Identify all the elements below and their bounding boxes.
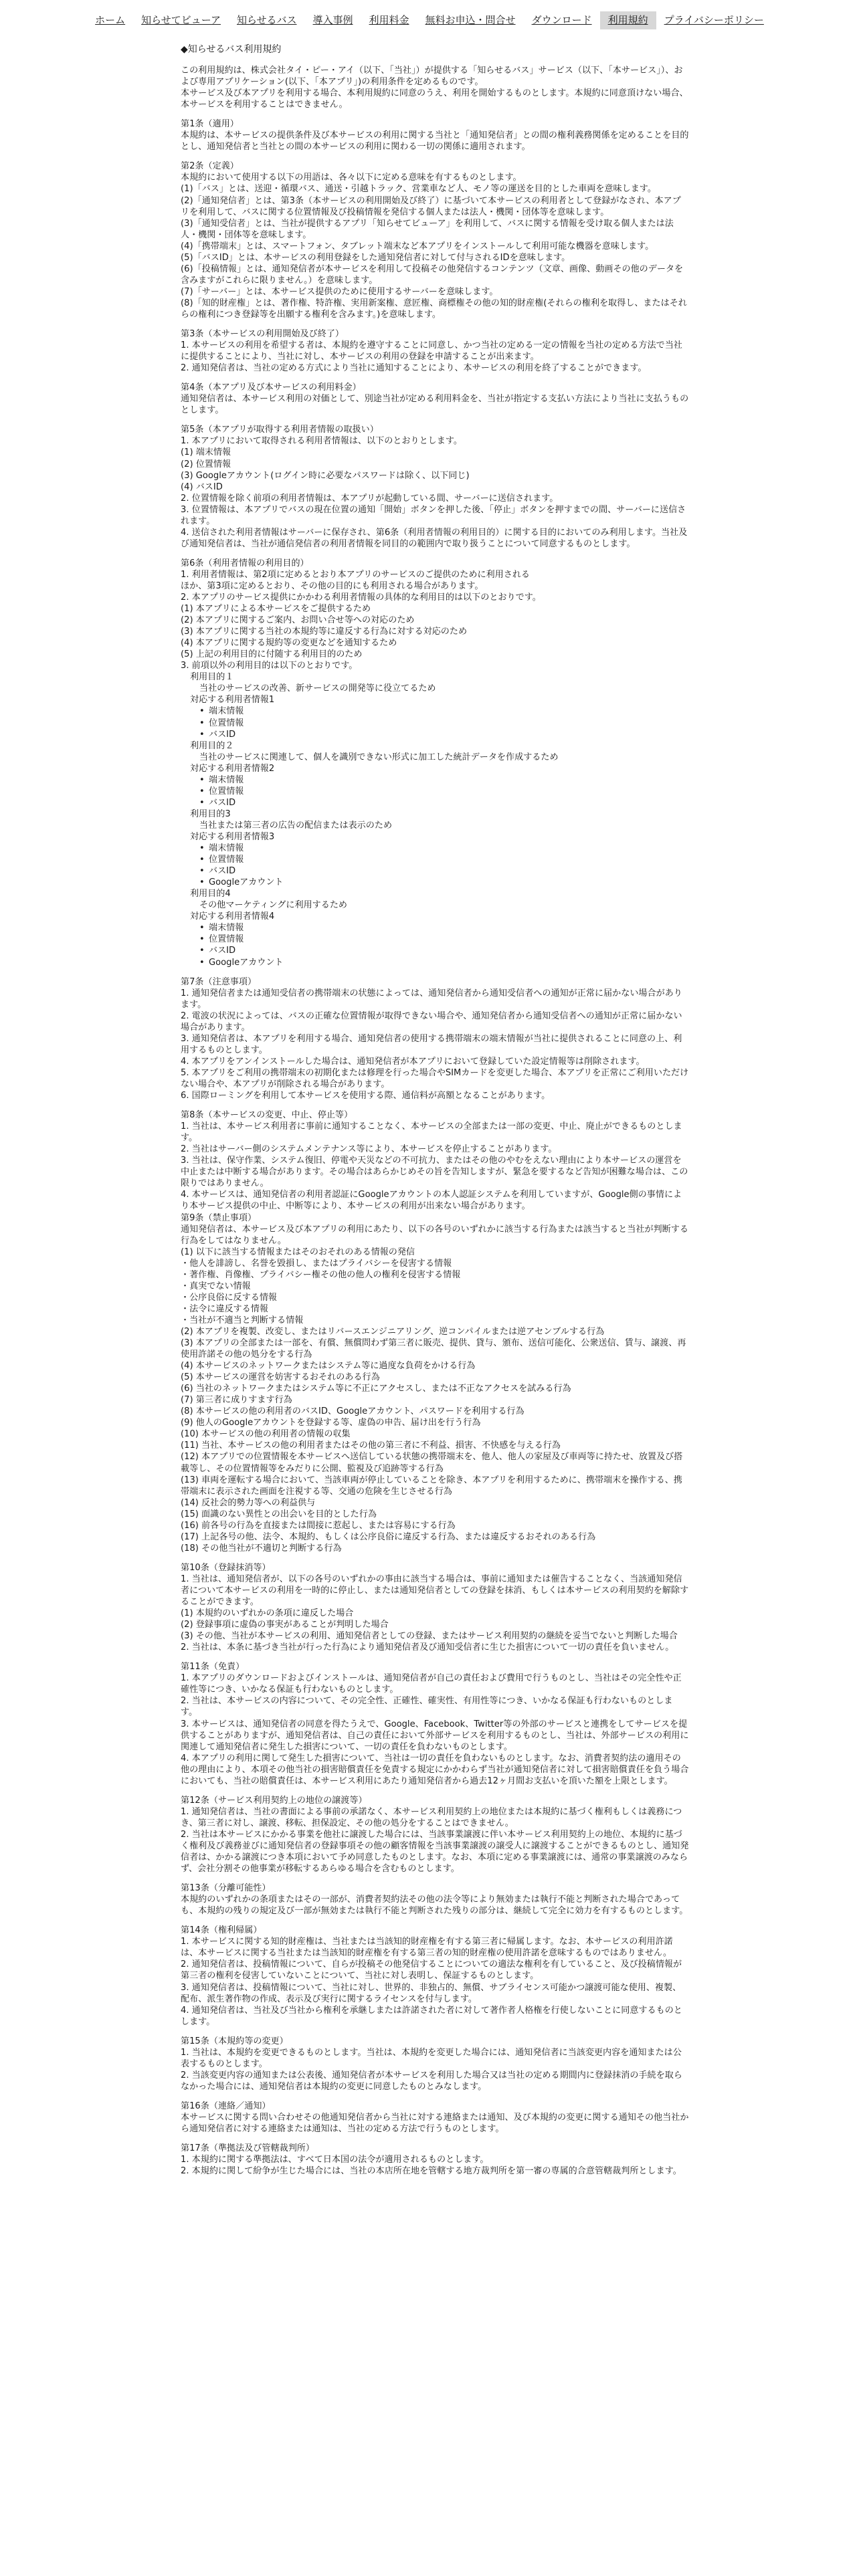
body-text: 2. 当社は本サービスにかかる事業を他社に譲渡した場合には、当該事業譲渡に伴い本サービス利用契約上の地位、本規約に基づく権利及び義務並びに通知発信者の登録事項その他の顧客情報を当該事業譲渡の譲受人に譲渡することができるものとし、通知発信者は、かかる譲渡につき本項において予め同意したものとします。なお、本項に定める事業譲渡には、通常の事業譲渡のみならず、会社分割その他事業が移転するあらゆる場合を含むものとします。 bbox=[181, 1829, 689, 1874]
body-text: 1. 当社は、本規約を変更できるものとします。当社は、本規約を変更した場合には、通知発信者に当該変更内容を通知または公表するものとします。 bbox=[181, 2047, 682, 2069]
nav-link[interactable]: ホーム bbox=[95, 14, 126, 26]
body-text: 5. 本アプリをご利用の携帯端末の初期化または修理を行った場合やSIMカードを変更した場合、本アプリを正常にご利用いただけない場合や、本アプリが削除される場合があります。 bbox=[181, 1067, 689, 1089]
spacer bbox=[181, 2092, 689, 2101]
article-heading: 第10条（登録抹消等） bbox=[181, 1562, 271, 1573]
article-heading: 第5条（本アプリが取得する利用者情報の取扱い） bbox=[181, 425, 379, 435]
purpose-info-item: • バスID bbox=[181, 865, 689, 877]
body-text: (18) その他当社が不適切と判断する行為 bbox=[181, 1543, 342, 1553]
body-text: (1)「バス」とは、送迎・循環バス、通送・引越トラック、営業車など人、モノ等の運送を目的とした車両を意味します。 bbox=[181, 184, 656, 195]
spacer bbox=[181, 1653, 689, 1661]
body-text: この利用規約は、株式会社タイ・ピー・アイ（以下、「当社」）が提供する「知らせるバス」サービス（以下、「本サービス」）、および専用アプリケーション(以下、「本アプリ」)の利用条件を定めるものです。 bbox=[181, 66, 683, 88]
terms-section-b bbox=[181, 968, 689, 2177]
body-text: 2. 位置情報を除く前項の利用者情報は、本アプリが起動している間、サーバーに送信されます。 bbox=[181, 493, 559, 504]
body-text: 3. 通知発信者は、本アプリを利用する場合、通知発信者の使用する携帯端末の端末情報が当社に提供されることに同意の上、利用するものとします。 bbox=[181, 1033, 682, 1055]
body-text: ・公序良俗に反する情報 bbox=[181, 1292, 278, 1303]
spacer bbox=[181, 110, 689, 118]
body-text: 3. 本サービスは、通知発信者の同意を得たうえで、Google、Facebook、Twitter等の外部のサービスと連携をしてサービスを提供することがありますが、通知発信者は、自己の責任において外部サービスを利用するものとし、当社は、外部サービスの利用に関連して通知発信者に発生した損害について、一切の責任を負わないものとします。 bbox=[181, 1719, 689, 1752]
body-text: (3) 本アプリの全部または一部を、有償、無償問わず第三者に販売、提供、貸与、頒布、送信可能化、公衆送信、賃与、譲渡、再使用許諾その他の処分をする行為 bbox=[181, 1338, 686, 1360]
purpose-info-item: • バスID bbox=[181, 729, 689, 740]
body-text: ・真実でない情報 bbox=[181, 1281, 251, 1291]
purpose-label: 利用目的２ bbox=[190, 740, 234, 751]
spacer bbox=[181, 550, 689, 558]
body-text: 6. 国際ローミングを利用して本サービスを使用する際、通信料が高額となることがあります。 bbox=[181, 1091, 551, 1101]
purpose-info-item: • 端末情報 bbox=[181, 922, 689, 934]
body-text: (5) 上記の利用目的に付随する利用目的のため bbox=[181, 649, 363, 660]
body-text: 1. 本サービスに関する知的財産権は、当社または当該知的財産権を有する第三者に帰属します。なお、本サービスの利用許諾は、本サービスに関する当社または当該知的財産権を有する第三者の知的財産権の使用許諾を意味するものではありません。 bbox=[181, 1937, 673, 1959]
body-text: ・当社が不適当と判断する情報 bbox=[181, 1315, 304, 1325]
purpose-info-item: • 端末情報 bbox=[181, 706, 689, 717]
body-text: 本規約のいずれかの条項またはその一部が、消費者契約法その他の法令等により無効または執行不能と判断された場合であっても、本規約の残りの規定及び一部が無効または執行不能と判断された残りの部分は、継続して完全に効力を有するものとします。 bbox=[181, 1895, 688, 1917]
body-text: (4)「携帯端末」とは、スマートフォン、タブレット端末など本アプリをインストールして利用可能な機器を意味します。 bbox=[181, 241, 654, 251]
body-text: (12) 本アプリでの位置情報を本サービスへ送信している状態の携帯端末を、他人、他人の家屋及び車両等に持たせ、放置及び搭載等し、その位置情報等をみだりに公開、監視及び追跡等する行為 bbox=[181, 1452, 683, 1474]
body-text: 3. 位置情報は、本アプリでバスの現在位置の通知「開始」ボタンを押した後、「停止」ボタンを押すまでの間、サーバーに送信されます。 bbox=[181, 504, 686, 526]
purpose-description: 当社のサービスに関連して、個人を識別できない形式に加工した統計データを作成するため bbox=[199, 752, 559, 762]
body-text: (11) 当社、本サービスの他の利用者またはその他の第三者に不利益、損害、不快感を与える行為 bbox=[181, 1440, 561, 1451]
spacer bbox=[181, 2135, 689, 2143]
body-text: 1. 本アプリにおいて取得される利用者情報は、以下のとおりとします。 bbox=[181, 436, 462, 447]
nav-link[interactable]: 導入事例 bbox=[312, 14, 353, 26]
body-text: (7) 第三者に成りすます行為 bbox=[181, 1395, 292, 1406]
article-heading: 第9条（禁止事項） bbox=[181, 1212, 257, 1223]
spacer bbox=[181, 152, 689, 160]
purpose-info-label: 対応する利用者情報3 bbox=[190, 832, 275, 842]
body-text: 本サービス及び本アプリを利用する場合、本利用規約に同意のうえ、利用を開始するものとします。本規約に同意頂けない場合、本サービスを利用することはできません。 bbox=[181, 88, 688, 110]
body-text: 2. 本アプリのサービス提供にかかわる利用者情報の具体的な利用目的は以下のとおりです。 bbox=[181, 593, 541, 603]
body-text: 3. 前項以外の利用目的は以下のとおりです。 bbox=[181, 661, 358, 671]
body-text: (3)「通知受信者」とは、当社が提供するアプリ「知らせてビューア」を利用して、バスに関する情報を受け取る個人または法人・機関・団体等を意味します。 bbox=[181, 218, 674, 240]
top-nav bbox=[0, 0, 859, 29]
article-heading: 第12条（サービス利用契約上の地位の譲渡等） bbox=[181, 1795, 367, 1806]
purpose-label: 利用目的4 bbox=[190, 889, 231, 899]
body-text: (6)「投稿情報」とは、通知発信者が本サービスを利用して投稿その他発信するコンテンツ（文章、画像、動画その他のデータを含みますがこれらに限りません。）を意味します。 bbox=[181, 263, 684, 286]
purpose-description: 当社または第三者の広告の配信または表示のため bbox=[199, 820, 393, 831]
spacer bbox=[181, 1917, 689, 1925]
body-text: 1. 本規約に関する準拠法は、すべて日本国の法令が適用されるものとします。 bbox=[181, 2155, 489, 2165]
purpose-description: 当社のサービスの改善、新サービスの開発等に役立てるため bbox=[199, 683, 436, 694]
body-text: 4. 送信された利用者情報はサーバーに保存され、第6条（利用者情報の利用目的）に関する目的においてのみ利用します。当社及び通知発信者は、当社が通信発信者の利用者情報を同目的の範囲内で取り扱うことについて同意するものとします。 bbox=[181, 527, 688, 549]
purpose-label: 利用目的１ bbox=[190, 672, 234, 683]
nav-link[interactable]: プライバシーポリシー bbox=[664, 14, 764, 26]
purpose-list bbox=[181, 671, 689, 968]
nav-link[interactable]: ダウンロード bbox=[531, 14, 592, 26]
body-text: 2. 通知発信者は、投稿情報について、自らが投稿その他発信することについての適法な権利を有していること、及び投稿情報が第三者の権利を侵害していないことについて、当社に対し表明し、保証するものとします。 bbox=[181, 1959, 682, 1981]
body-text: 1. 通知発信者または通知受信者の携帯端末の状態によっては、通知発信者から通知受信者への通知が正常に届かない場合があります。 bbox=[181, 988, 682, 1010]
body-text: (3) その他、当社が本サービスの利用、通知発信者としての登録、またはサービス利用契約の継続を妥当でないと判断した場合 bbox=[181, 1631, 678, 1642]
article-heading: 第16条（連絡／通知） bbox=[181, 2101, 271, 2111]
article-heading: 第17条（準拠法及び管轄裁判所） bbox=[181, 2143, 314, 2154]
body-text: (3) 本アプリに関する当社の本規約等に違反する行為に対する対応のため bbox=[181, 627, 468, 637]
body-text: 2. 当社はサーバー側のシステムメンテナンス等により、本サービスを停止することがあります。 bbox=[181, 1144, 557, 1155]
spacer bbox=[181, 416, 689, 424]
body-text: (2) 本アプリを複製、改変し、またはリバースエンジニアリング、逆コンパイルまたは逆アセンブルする行為 bbox=[181, 1326, 605, 1337]
terms-section-a bbox=[181, 65, 689, 671]
body-text: 1. 通知発信者は、当社の書面による事前の承諾なく、本サービス利用契約上の地位または本規約に基づく権利もしくは義務につき、第三者に対し、譲渡、移転、担保設定、その他の処分をすることはできません。 bbox=[181, 1806, 682, 1828]
purpose-info-item: • バスID bbox=[181, 797, 689, 809]
body-text: (9) 他人のGoogleアカウントを登録する等、虚偽の申告、届け出を行う行為 bbox=[181, 1418, 481, 1428]
body-text: (4) 本サービスのネットワークまたはシステム等に過度な負荷をかける行為 bbox=[181, 1361, 476, 1372]
body-text: (2)「通知発信者」とは、第3条（本サービスの利用開始及び終了）に基づいて本サービスの利用者として登録がなされ、本アプリを利用して、バスに関する位置情報及び投稿情報を発信する個人または法人・機関・団体等を意味します。 bbox=[181, 195, 681, 217]
purpose-info-item: • 位置情報 bbox=[181, 718, 689, 729]
body-text: ・他人を誹謗し、名誉を毀損し、またはプライバシーを侵害する情報 bbox=[181, 1258, 452, 1269]
purpose-info-item: • 位置情報 bbox=[181, 934, 689, 945]
purpose-description: その他マーケティングに利用するため bbox=[199, 900, 348, 911]
purpose-info-item: • 端末情報 bbox=[181, 774, 689, 786]
body-text: 1. 本サービスの利用を希望する者は、本規約を遵守することに同意し、かつ当社の定める一定の情報を当社の定める方法で当社に提供することにより、当社に対し、本サービスの利用の登録を申請することが出来ます。 bbox=[181, 340, 682, 362]
purpose-info-item: • 端末情報 bbox=[181, 843, 689, 854]
body-text: 本サービスに関する問い合わせその他通知発信者から当社に対する連絡または通知、及び本規約の変更に関する通知その他当社から通知発信者に対する連絡または通知は、当社の定める方法で行うものとします。 bbox=[181, 2112, 689, 2135]
article-heading: 第6条（利用者情報の利用目的） bbox=[181, 558, 309, 568]
body-text: 2. 当社は、本条に基づき当社が行った行為により通知発信者及び通知受信者に生じた損害について一切の責任を負いません。 bbox=[181, 1642, 674, 1653]
body-text: 1. 当社は、本サービス利用者に事前に通知することなく、本サービスの全部または一部の変更、中止、廃止ができるものとします。 bbox=[181, 1121, 682, 1144]
purpose-info-label: 対応する利用者情報4 bbox=[190, 911, 275, 922]
body-text: 通知発信者は、本サービス及び本アプリの利用にあたり、以下の各号のいずれかに該当する行為または該当すると当社が判断する行為をしてはなりません。 bbox=[181, 1224, 688, 1246]
purpose-info-label: 対応する利用者情報2 bbox=[190, 763, 275, 774]
body-text: (2) 本アプリに関するご案内、お問い合せ等への対応のため bbox=[181, 615, 415, 626]
body-text: (2) 登録事項に虚偽の事実があることが判明した場合 bbox=[181, 1620, 389, 1630]
article-heading: 第14条（権利帰属） bbox=[181, 1925, 262, 1936]
body-text: 本規約において使用する以下の用語は、各々以下に定める意味を有するものとします。 bbox=[181, 173, 522, 183]
spacer bbox=[181, 320, 689, 328]
nav-link[interactable]: 無料お申込・問合せ bbox=[425, 14, 516, 26]
article-heading: 第7条（注意事項） bbox=[181, 976, 257, 987]
body-text: ・法令に違反する情報 bbox=[181, 1303, 268, 1314]
body-text: (4) バスID bbox=[181, 481, 223, 492]
body-text: (8) 本サービスの他の利用者のバスID、Googleアカウント、パスワードを利用する行為 bbox=[181, 1406, 524, 1417]
body-text: (13) 車両を運転する場合において、当該車両が停止していることを除き、本アプリを利用するために、携帯端末を操作する、携帯端末に表示された画面を注視する等、交通の危険を生じさせる行為 bbox=[181, 1475, 682, 1497]
body-text: 4. 通知発信者は、当社及び当社から権利を承継しまたは許諾された者に対して著作者人格権を行使しないことに同意するものとします。 bbox=[181, 2005, 682, 2027]
article-heading: 第2条（定義） bbox=[181, 161, 239, 172]
purpose-info-item: • 位置情報 bbox=[181, 786, 689, 797]
body-text: (7)「サーバー」とは、本サービス提供のために使用するサーバーを意味します。 bbox=[181, 286, 498, 297]
body-text: (8)「知的財産権」とは、著作権、特許権、実用新案権、意匠権、商標権その他の知的財産権(それらの権利を取得し、またはそれらの権利につき登録等を出願する権利を含みます。)を意味します。 bbox=[181, 298, 687, 320]
body-text: 本規約は、本サービスの提供条件及び本サービスの利用に関する当社と「通知発信者」との間の権利義務関係を定めることを目的とし、通知発信者と当社との間の本サービスの利用に関わる一切の関係に適用されます。 bbox=[181, 130, 689, 152]
body-text: (1) 本アプリによる本サービスをご提供するため bbox=[181, 604, 371, 615]
spacer bbox=[181, 1874, 689, 1883]
body-text: (1) 本規約のいずれかの条項に違反した場合 bbox=[181, 1608, 354, 1619]
body-text: ほか、第3項に定めるとおり、その他の目的にも利用される場合があります。 bbox=[181, 580, 484, 591]
purpose-info-label: 対応する利用者情報1 bbox=[190, 695, 275, 706]
article-heading: 第8条（本サービスの変更、中止、停止等） bbox=[181, 1110, 353, 1121]
nav-link[interactable]: 知らせるバス bbox=[236, 14, 297, 26]
body-text: 2. 電波の状況によっては、バスの正確な位置情報が取得できない場合や、通知発信者から通知受信者への通知が正常に届かない場合があります。 bbox=[181, 1010, 682, 1033]
spacer bbox=[181, 1101, 689, 1109]
body-text: (3) Googleアカウント(ログイン時に必要なパスワードは除く、以下同じ) bbox=[181, 470, 470, 481]
body-text: (10) 本サービスの他の利用者の情報の収集 bbox=[181, 1429, 351, 1440]
nav-link[interactable]: 利用規約 bbox=[600, 11, 656, 29]
body-text: 3. 当社は、保守作業、システム復旧、停電や天災などの不可抗力、またはその他のやむをえない理由により本サービスの運営を中止または中断する場合があります。その場合はあらかじめその旨を告知しますが、緊急を要するなど告知が困難な場合は、この限りではありません。 bbox=[181, 1156, 688, 1189]
spacer bbox=[181, 1554, 689, 1562]
article-heading: 第3条（本サービスの利用開始及び終了） bbox=[181, 329, 345, 340]
body-text: 2. 当社は、本サービスの内容について、その完全性、正確性、確実性、有用性等につき、いかなる保証も行わないものとします。 bbox=[181, 1696, 673, 1718]
article-heading: 第1条（適用） bbox=[181, 119, 239, 130]
purpose-info-item: • 位置情報 bbox=[181, 854, 689, 865]
body-text: 4. 本アプリの利用に関して発生した損害について、当社は一切の責任を負わないものとします。なお、消費者契約法の適用その他の理由により、本項その他当社の損害賠償責任を免責する規定にかかわらず当社が通知発信者に対して損害賠償責任を負う場合においても、当社の賠償責任は、本サービス利用にあたり通知発信者から過去12ヶ月間お支払いを頂いた額を上限とします。 bbox=[181, 1753, 689, 1786]
body-text: (14) 反社会的勢力等への利益供与 bbox=[181, 1497, 316, 1508]
body-text: 通知発信者は、本サービス利用の対価として、別途当社が定める利用料金を、当社が指定する支払い方法により当社に支払うものとします。 bbox=[181, 394, 689, 416]
body-text: ・著作権、肖像権、プライバシー権その他の他人の権利を侵害する情報 bbox=[181, 1269, 461, 1280]
purpose-label: 利用目的3 bbox=[190, 809, 231, 819]
body-text: 2. 当該変更内容の通知または公表後、通知発信者が本サービスを利用した場合又は当社の定める期間内に登録抹消の手続を取らなかった場合には、通知発信者は本規約の変更に同意したものとみなします。 bbox=[181, 2070, 682, 2092]
body-text: (15) 面識のない異性との出会いを目的とした行為 bbox=[181, 1509, 377, 1519]
purpose-info-item: • Googleアカウント bbox=[181, 877, 689, 888]
page-title: ◆知らせるバス利用規約 bbox=[181, 44, 282, 55]
body-text: 4. 本アプリをアンインストールした場合は、通知発信者が本アプリにおいて登録していた設定情報等は削除されます。 bbox=[181, 1056, 645, 1067]
body-text: 4. 本サービスは、通知発信者の利用者認証にGoogleアカウントの本人認証システムを利用していますが、Google側の事情により本サービス提供の中止、中断等により、本サービスの利用が出来ない場合があります。 bbox=[181, 1190, 682, 1212]
nav-link[interactable]: 知らせてビューア bbox=[141, 14, 221, 26]
article-heading: 第11条（免責） bbox=[181, 1662, 245, 1673]
body-text: 1. 当社は、通知発信者が、以下の各号のいずれかの事由に該当する場合は、事前に通知または催告することなく、当該通知発信者について本サービスの利用を一時的に停止し、または通知発信者としての登録を抹消、もしくは本サービスの利用契約を解除することができます。 bbox=[181, 1574, 689, 1608]
body-text: (17) 上記各号の他、法令、本規約、もしくは公序良俗に違反する行為、または違反するおそれのある行為 bbox=[181, 1531, 596, 1542]
body-text: 2. 通知発信者は、当社の定める方式により当社に通知することにより、本サービスの利用を終了することができます。 bbox=[181, 363, 647, 374]
body-text: (6) 当社のネットワークまたはシステム等に不正にアクセスし、または不正なアクセスを試みる行為 bbox=[181, 1384, 571, 1394]
body-text: (5)「バスID」とは、本サービスの利用登録をした通知発信者に対して付与されるIDを意味します。 bbox=[181, 252, 571, 263]
body-text: (4) 本アプリに関する規約等の変更などを通知するため bbox=[181, 638, 397, 649]
purpose-info-item: • Googleアカウント bbox=[181, 957, 689, 968]
body-text: (1) 端末情報 bbox=[181, 447, 231, 458]
spacer bbox=[181, 1787, 689, 1795]
body-text: (16) 前各号の行為を直接または間接に惹起し、または容易にする行為 bbox=[181, 1520, 456, 1531]
article-heading: 第4条（本アプリ及び本サービスの利用料金） bbox=[181, 383, 361, 393]
nav-link[interactable]: 利用料金 bbox=[369, 14, 409, 26]
spacer bbox=[181, 2028, 689, 2036]
spacer bbox=[181, 374, 689, 382]
body-text: 1. 利用者情報は、第2項に定めるとおり本アプリのサービスのご提供のために利用される bbox=[181, 569, 531, 580]
body-text: (2) 位置情報 bbox=[181, 459, 231, 469]
spacer bbox=[181, 968, 689, 976]
body-text: (1) 以下に該当する情報またはそのおそれのある情報の発信 bbox=[181, 1247, 415, 1257]
body-text: 3. 通知発信者は、投稿情報について、当社に対し、世界的、非独占的、無償、サブライセンス可能かつ譲渡可能な使用、複製、配布、派生著作物の作成、表示及び実行に関するライセンスを付与します。 bbox=[181, 1982, 682, 2004]
body-text: 1. 本アプリのダウンロードおよびインストールは、通知発信者が自己の責任および費用で行うものとし、当社はその完全性や正確性等につき、いかなる保証も行わないものとします。 bbox=[181, 1673, 682, 1695]
body-text: (5) 本サービスの運営を妨害するおそれのある行為 bbox=[181, 1372, 380, 1383]
body-text: 2. 本規約に関して紛争が生じた場合には、当社の本店所在地を管轄する地方裁判所を第一審の専属的合意管轄裁判所とします。 bbox=[181, 2166, 682, 2177]
terms-document bbox=[181, 44, 689, 2177]
article-heading: 第15条（本規約等の変更） bbox=[181, 2036, 288, 2046]
article-heading: 第13条（分離可能性） bbox=[181, 1883, 271, 1894]
purpose-info-item: • バスID bbox=[181, 945, 689, 956]
